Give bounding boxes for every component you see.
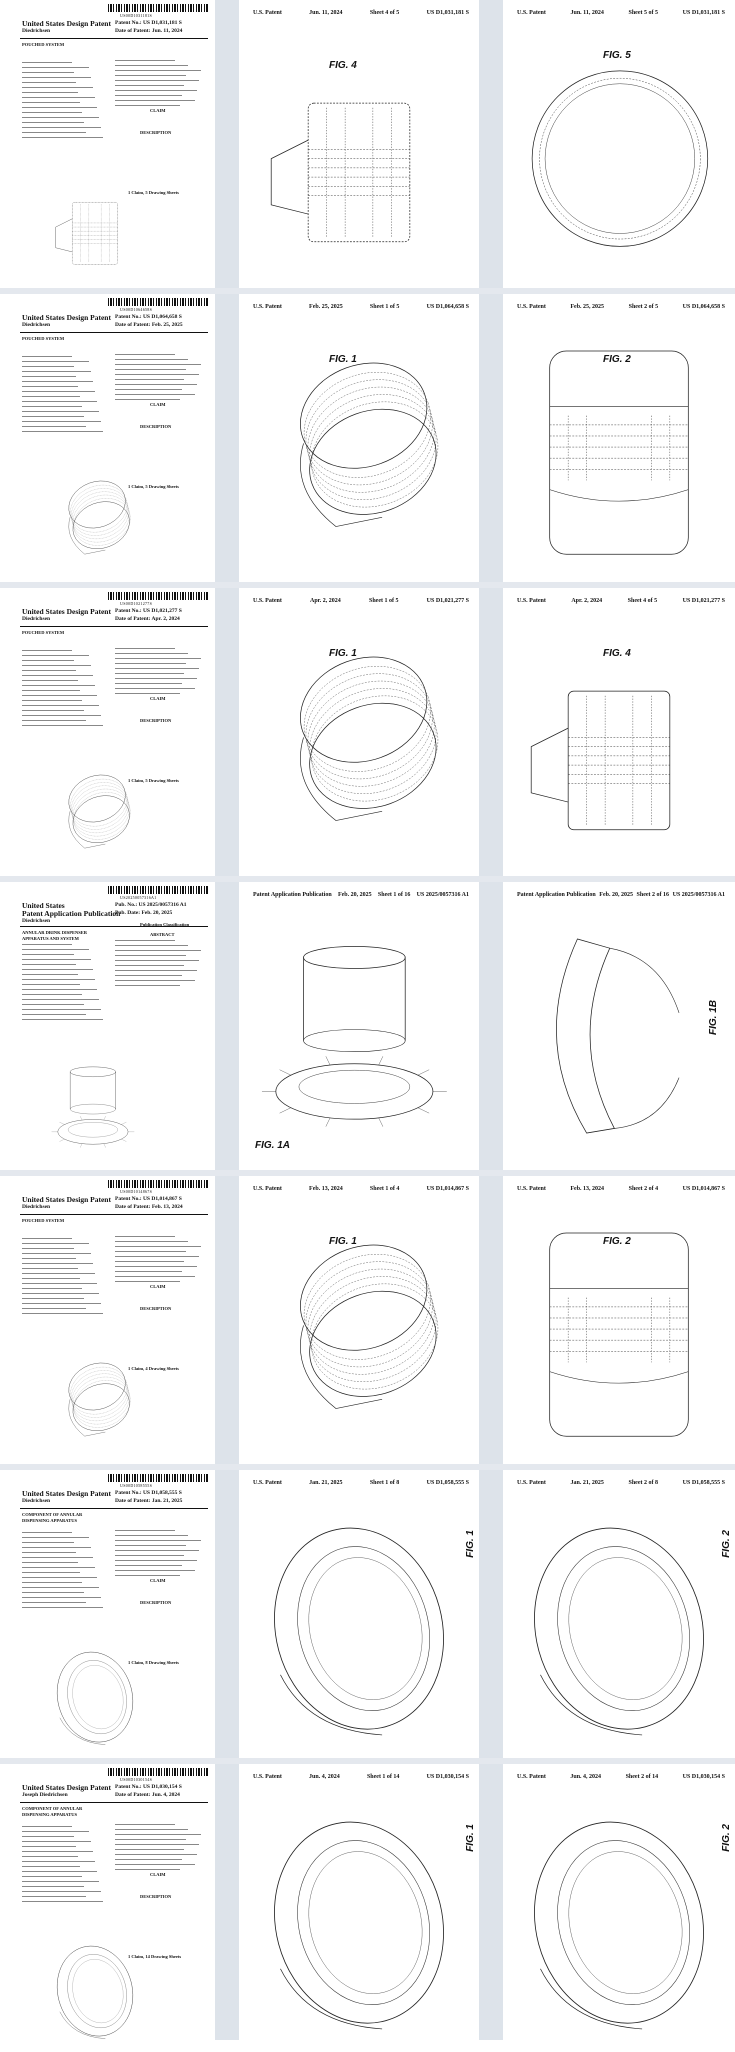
drawing-sheet <box>239 1470 479 1758</box>
claim-heading: ABSTRACT <box>150 932 175 937</box>
sheet-count: Sheet 4 of 5 <box>369 10 400 16</box>
bibliographic-text <box>22 944 104 1024</box>
description-heading: DESCRIPTION <box>140 718 172 723</box>
sheet-left-label: U.S. Patent <box>517 598 546 604</box>
bibliographic-text <box>22 1238 104 1318</box>
bibliographic-text <box>22 650 104 730</box>
sheet-count: Sheet 2 of 4 <box>628 1186 659 1192</box>
patent-number-block <box>115 19 182 35</box>
patent-date-label: Date of Patent: <box>115 616 151 622</box>
patent-date: Apr. 2, 2024 <box>151 616 180 622</box>
inventor-name: Diedrichsen <box>22 322 51 328</box>
barcode <box>108 1180 208 1188</box>
sheet-left-label: Patent Application Publication <box>517 892 596 898</box>
claims-text <box>115 1824 203 1874</box>
sheet-left-label: Patent Application Publication <box>253 892 332 898</box>
sheet-date: Feb. 13, 2024 <box>309 1186 343 1192</box>
patent-figure-drawing <box>503 1490 735 1758</box>
patent-title: United States Design Patent <box>22 19 111 28</box>
sheet-count: Sheet 2 of 14 <box>625 1774 659 1780</box>
barcode-number: US00D1014867S <box>120 1189 153 1194</box>
header-rule <box>20 38 208 39</box>
claims-text <box>115 648 203 698</box>
description-heading: DESCRIPTION <box>140 424 172 429</box>
invention-title: ANNULAR DRINK DISPENSER APPARATUS AND SYSTEM <box>22 930 88 941</box>
patent-row <box>0 1176 735 1464</box>
sheet-left-label: U.S. Patent <box>253 1186 282 1192</box>
figure-label: FIG. 1 <box>329 1236 357 1247</box>
patent-title-line2: Patent Application Publication <box>22 909 121 918</box>
drawing-sheet <box>503 0 735 288</box>
sheet-left-label: U.S. Patent <box>517 1480 546 1486</box>
patent-title: United States Design Patent <box>22 1195 111 1204</box>
patent-number: US D1,030,154 S <box>142 1784 182 1790</box>
front-page-drawing <box>45 753 145 873</box>
patent-date: Jun. 4, 2024 <box>151 1792 180 1798</box>
sheet-patent-number: US 2025/0057316 A1 <box>416 892 469 898</box>
patent-front-page <box>0 1470 215 1758</box>
figure-label: FIG. 2 <box>721 1824 732 1852</box>
barcode-number: US00D1064658S <box>120 307 153 312</box>
invention-title: POUCHED SYSTEM <box>22 42 65 47</box>
invention-title: COMPONENT OF ANNULAR DISPENSING APPARATUS <box>22 1512 83 1523</box>
patent-number: US D1,064,658 S <box>142 314 182 320</box>
claim-heading: CLAIM <box>150 402 166 407</box>
sheet-header <box>517 10 725 16</box>
drawing-sheets-count: 1 Claim, 14 Drawing Sheets <box>128 1954 182 1959</box>
patent-number: US D1,014,867 S <box>142 1196 182 1202</box>
patent-date-label: Date of Patent: <box>115 28 151 34</box>
sheet-patent-number: US D1,064,658 S <box>682 304 725 310</box>
patent-date-label: Date of Patent: <box>115 1792 151 1798</box>
patent-number-label: Patent No.: <box>115 20 142 26</box>
sheet-left-label: U.S. Patent <box>517 304 546 310</box>
sheet-date: Feb. 13, 2024 <box>570 1186 605 1192</box>
patent-front-page <box>0 294 215 582</box>
patent-date-label: Pub. Date: <box>115 910 141 916</box>
patent-number: US 2025/0057316 A1 <box>138 902 187 908</box>
invention-title: POUCHED SYSTEM <box>22 336 65 341</box>
figure-label: FIG. 5 <box>603 50 631 61</box>
figure-label: FIG. 4 <box>329 60 357 71</box>
sheet-header <box>253 1774 469 1780</box>
figure-label: FIG. 1B <box>707 999 719 1036</box>
sheet-header <box>253 1186 469 1192</box>
sheet-count: Sheet 2 of 16 <box>636 892 670 898</box>
sheet-patent-number: US D1,021,277 S <box>682 598 725 604</box>
figure-label: FIG. 4 <box>603 648 631 659</box>
sheet-count: Sheet 1 of 5 <box>369 304 400 310</box>
sheet-header <box>517 1774 725 1780</box>
sheet-patent-number: US D1,058,555 S <box>682 1480 725 1486</box>
front-page-drawing <box>45 1635 145 1755</box>
drawing-sheet <box>239 588 479 876</box>
patent-row <box>0 882 735 1170</box>
drawing-sheets-count: 1 Claim, 5 Drawing Sheets <box>128 778 179 783</box>
figure-label: FIG. 2 <box>603 354 631 365</box>
sheet-patent-number: US D1,021,277 S <box>426 598 469 604</box>
sheet-left-label: U.S. Patent <box>253 304 282 310</box>
front-page-drawing <box>45 165 145 285</box>
front-page-drawing <box>45 1341 145 1461</box>
sheet-patent-number: US D1,031,181 S <box>426 10 469 16</box>
sheet-date: Jan. 21, 2025 <box>309 1480 343 1486</box>
drawing-sheet <box>503 1176 735 1464</box>
sheet-left-label: U.S. Patent <box>517 1186 546 1192</box>
drawing-sheet <box>239 1764 479 2052</box>
sheet-date: Jun. 11, 2024 <box>309 10 343 16</box>
sheet-left-label: U.S. Patent <box>253 1774 282 1780</box>
header-rule <box>20 1214 208 1215</box>
sheet-count: Sheet 2 of 5 <box>628 304 659 310</box>
patent-number-block <box>115 313 183 329</box>
sheet-count: Sheet 5 of 5 <box>628 10 658 16</box>
header-rule <box>20 1802 208 1803</box>
sheet-header <box>253 598 469 604</box>
claims-text <box>115 1530 203 1580</box>
figure-label: FIG. 1 <box>329 648 357 659</box>
invention-title: POUCHED SYSTEM <box>22 1218 65 1223</box>
drawing-sheet <box>503 588 735 876</box>
header-rule <box>20 1508 208 1509</box>
sheet-patent-number: US D1,030,154 S <box>682 1774 725 1780</box>
patent-number-block <box>115 1195 183 1211</box>
figure-label: FIG. 2 <box>603 1236 631 1247</box>
patent-row <box>0 588 735 876</box>
patent-number: US D1,031,181 S <box>142 20 182 26</box>
sheet-patent-number: US D1,058,555 S <box>426 1480 469 1486</box>
patent-front-page <box>0 882 215 1170</box>
claim-heading: CLAIM <box>150 108 166 113</box>
claim-heading: CLAIM <box>150 1872 166 1877</box>
patent-number-block <box>115 901 187 917</box>
patent-front-page <box>0 0 215 288</box>
sheet-date: Feb. 25, 2025 <box>570 304 605 310</box>
sheet-count: Sheet 4 of 5 <box>627 598 658 604</box>
patent-number-label: Patent No.: <box>115 1196 142 1202</box>
barcode <box>108 592 208 600</box>
sheet-count: Sheet 1 of 8 <box>369 1480 400 1486</box>
sheet-left-label: U.S. Patent <box>517 1774 546 1780</box>
patent-number-label: Patent No.: <box>115 314 142 320</box>
figure-label: FIG. 1A <box>255 1140 291 1151</box>
sheet-count: Sheet 1 of 4 <box>369 1186 400 1192</box>
patent-date: Feb. 20, 2025 <box>141 910 173 916</box>
patent-date-label: Date of Patent: <box>115 1498 151 1504</box>
claims-text <box>115 354 203 404</box>
drawing-sheet <box>503 882 735 1170</box>
sheet-patent-number: US 2025/0057316 A1 <box>672 892 725 898</box>
sheet-date: Apr. 2, 2024 <box>310 598 341 604</box>
patent-date-label: Date of Patent: <box>115 1204 151 1210</box>
patent-figure-drawing <box>239 902 479 1170</box>
barcode <box>108 298 208 306</box>
inventor-name: Diedrichsen <box>22 1204 51 1210</box>
sheet-date: Jun. 11, 2024 <box>570 10 604 16</box>
drawing-sheet <box>503 294 735 582</box>
sheet-count: Sheet 1 of 14 <box>366 1774 400 1780</box>
patent-front-page <box>0 1176 215 1464</box>
patent-date-label: Date of Patent: <box>115 322 151 328</box>
patent-figure-drawing <box>239 20 479 288</box>
sheet-left-label: U.S. Patent <box>253 10 282 16</box>
claim-heading: CLAIM <box>150 696 166 701</box>
patent-figure-drawing <box>239 1490 479 1758</box>
sheet-patent-number: US D1,064,658 S <box>426 304 469 310</box>
inventor-name: Diedrichsen <box>22 1498 51 1504</box>
invention-title: POUCHED SYSTEM <box>22 630 65 635</box>
barcode-number: US00D1058555S <box>120 1483 153 1488</box>
patent-figure-drawing <box>239 608 479 876</box>
description-heading: DESCRIPTION <box>140 1894 172 1899</box>
sheet-header <box>253 892 469 898</box>
sheet-date: Jun. 4, 2024 <box>309 1774 340 1780</box>
description-heading: DESCRIPTION <box>140 130 172 135</box>
patent-number-block <box>115 1489 182 1505</box>
barcode <box>108 1768 208 1776</box>
sheet-date: Jun. 4, 2024 <box>570 1774 602 1780</box>
sheet-header <box>253 10 469 16</box>
drawing-sheet <box>503 1470 735 1758</box>
sheet-header <box>517 1186 725 1192</box>
sheet-left-label: U.S. Patent <box>517 10 546 16</box>
patent-figure-drawing <box>503 1784 735 2052</box>
sheet-patent-number: US D1,030,154 S <box>426 1774 469 1780</box>
patent-date: Feb. 13, 2024 <box>151 1204 183 1210</box>
sheet-header <box>253 304 469 310</box>
patent-row <box>0 0 735 288</box>
drawing-sheets-count: 1 Claim, 4 Drawing Sheets <box>128 1366 179 1371</box>
sheet-count: Sheet 1 of 5 <box>368 598 399 604</box>
inventor-name: Diedrichsen <box>22 616 51 622</box>
claim-heading: CLAIM <box>150 1284 166 1289</box>
figure-label: FIG. 1 <box>329 354 357 365</box>
patent-number-label: Patent No.: <box>115 1784 142 1790</box>
bibliographic-text <box>22 356 104 436</box>
patent-row <box>0 294 735 582</box>
barcode <box>108 886 208 894</box>
patent-date: Jan. 21, 2025 <box>151 1498 183 1504</box>
patent-title: United States <box>22 901 65 910</box>
inventor-name: Joseph Diedrichsen <box>22 1792 68 1798</box>
claims-text <box>115 1236 203 1286</box>
patent-title: United States Design Patent <box>22 313 111 322</box>
patent-title: United States Design Patent <box>22 1489 111 1498</box>
patent-front-page <box>0 588 215 876</box>
barcode-number: US00D1021277S <box>120 601 153 606</box>
drawing-sheets-count: 1 Claim, 5 Drawing Sheets <box>128 484 179 489</box>
patent-number-label: Pub. No.: <box>115 902 138 908</box>
sheet-header <box>517 892 725 898</box>
sheet-left-label: U.S. Patent <box>253 598 282 604</box>
sheet-date: Feb. 20, 2025 <box>599 892 633 898</box>
bibliographic-text <box>22 62 104 142</box>
patent-number-block <box>115 607 182 623</box>
barcode <box>108 1474 208 1482</box>
sheet-left-label: U.S. Patent <box>253 1480 282 1486</box>
claims-text <box>115 940 203 990</box>
description-heading: DESCRIPTION <box>140 1306 172 1311</box>
sheet-date: Feb. 25, 2025 <box>309 304 343 310</box>
drawing-sheet <box>239 0 479 288</box>
patent-title: United States Design Patent <box>22 607 111 616</box>
sheet-date: Jan. 21, 2025 <box>570 1480 604 1486</box>
bibliographic-text <box>22 1532 104 1612</box>
patent-date: Jun. 11, 2024 <box>151 28 183 34</box>
sheet-patent-number: US D1,014,867 S <box>682 1186 725 1192</box>
sheet-patent-number: US D1,014,867 S <box>426 1186 469 1192</box>
sheet-patent-number: US D1,031,181 S <box>682 10 725 16</box>
sheet-count: Sheet 1 of 16 <box>377 892 411 898</box>
header-rule <box>20 626 208 627</box>
sheet-count: Sheet 2 of 8 <box>628 1480 658 1486</box>
invention-title: COMPONENT OF ANNULAR DISPENSING APPARATUS <box>22 1806 83 1817</box>
header-rule <box>20 332 208 333</box>
patent-title: United States Design Patent <box>22 1783 111 1792</box>
figure-label: FIG. 1 <box>465 1824 476 1852</box>
barcode <box>108 4 208 12</box>
patent-figure-drawing <box>239 1784 479 2052</box>
patent-number: US D1,058,555 S <box>142 1490 182 1496</box>
patent-figure-drawing <box>239 314 479 582</box>
sheet-header <box>517 304 725 310</box>
sheet-header <box>517 598 725 604</box>
description-heading: Publication Classification <box>140 922 190 927</box>
front-page-drawing <box>45 459 145 579</box>
claims-text <box>115 60 203 110</box>
drawing-sheet <box>503 1764 735 2052</box>
drawing-sheet <box>239 882 479 1170</box>
patent-number-label: Patent No.: <box>115 608 142 614</box>
sheet-header <box>253 1480 469 1486</box>
barcode-number: US00D1030154S <box>120 1777 153 1782</box>
sheet-header <box>517 1480 725 1486</box>
drawing-sheet <box>239 1176 479 1464</box>
inventor-name: Diedrichsen <box>22 918 51 924</box>
patent-number-block <box>115 1783 182 1799</box>
patent-date: Feb. 25, 2025 <box>151 322 183 328</box>
front-page-drawing <box>45 1929 145 2049</box>
sheet-date: Apr. 2, 2024 <box>571 598 603 604</box>
front-page-drawing <box>45 1047 145 1167</box>
patent-number: US D1,021,277 S <box>142 608 182 614</box>
patent-row <box>0 1764 735 2052</box>
patent-front-page <box>0 1764 215 2052</box>
barcode-number: US20250057316A1 <box>120 895 157 900</box>
patent-row <box>0 1470 735 1758</box>
drawing-sheets-count: 1 Claim, 8 Drawing Sheets <box>128 1660 179 1665</box>
drawing-sheet <box>239 294 479 582</box>
drawing-sheets-count: 1 Claim, 5 Drawing Sheets <box>128 190 179 195</box>
claim-heading: CLAIM <box>150 1578 166 1583</box>
bibliographic-text <box>22 1826 104 1906</box>
patent-number-label: Patent No.: <box>115 1490 142 1496</box>
sheet-date: Feb. 20, 2025 <box>337 892 372 898</box>
patent-figure-drawing <box>239 1196 479 1464</box>
barcode-number: US00D1031181S <box>120 13 152 18</box>
inventor-name: Diedrichsen <box>22 28 51 34</box>
description-heading: DESCRIPTION <box>140 1600 172 1605</box>
figure-label: FIG. 1 <box>465 1530 476 1558</box>
figure-label: FIG. 2 <box>721 1530 732 1558</box>
patent-figure-drawing <box>503 902 735 1170</box>
